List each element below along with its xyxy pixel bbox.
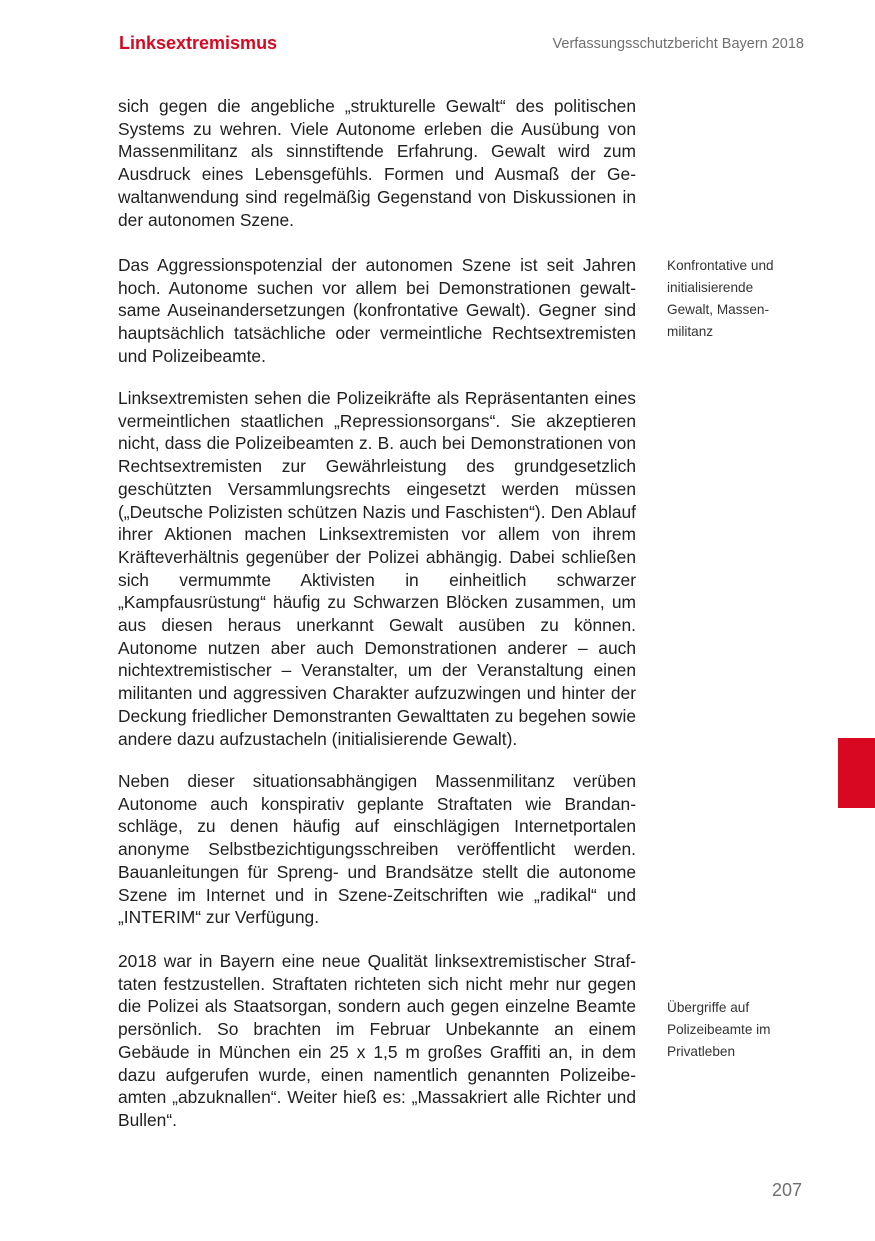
margin-note-line: Privatleben xyxy=(667,1044,736,1059)
body-paragraph: Linksextremisten sehen die Polizeikräfte als Repräsentanten eines vermeintlichen staatlichen „Repressionsorgans“. Sie akzeptieren nicht, dass die Polizeibeamten z. B. auch bei Demonstrationen von Rechtsextremisten zur Gewährleistung des grundgesetzlich geschützten Versammlungsrechts eingesetzt werden müssen („Deutsche Polizisten schützen Nazis und Faschisten“). Den Ablauf ihrer Aktionen machen Linksextremisten vor allem von ihrem Kräfteverhältnis gegenüber der Polizei abhängig. Dabei schließen sich vermummte Aktivisten in einheitlich schwarzer „Kampfausrüstung“ häufig zu Schwarzen Blöcken zusammen, um aus diesen heraus unerkannt Gewalt ausüben zu können. Autonome nutzen aber auch Demonstrationen anderer – auch nichtextremistischer – Veranstalter, um der Veranstaltung einen militanten und aggressiven Charakter aufzuzwingen und hinter der Deckung friedlicher Demonstranten Gewalttaten zu begehen sowie andere dazu aufzustacheln (initialisierende Gewalt). xyxy=(118,388,636,749)
publication-title: Verfassungsschutzbericht Bayern 2018 xyxy=(552,36,804,52)
body-paragraph: 2018 war in Bayern eine neue Qualität linksextremistischer Straftaten festzustellen. Straftaten richteten sich nicht mehr nur gegen die Polizei als Staatsorgan, sondern auch gegen einzelne Beamte persönlich. So brachten im Februar Unbekannte an einem Gebäude in München ein 25 x 1,5 m großes Graffiti an, in dem dazu aufgerufen wurde, einen namentlich genannten Polizeibeamten „abzuknallen“. Weiter hieß es: „Massakriert alle Richter und Bullen“. xyxy=(118,951,636,1130)
chapter-marker-tab xyxy=(838,738,875,808)
margin-note-line: militanz xyxy=(667,324,714,339)
margin-note-line: Übergriffe auf xyxy=(667,1000,750,1015)
body-paragraph: sich gegen die angebliche „strukturelle Gewalt“ des politischen Systems zu wehren. Viele Autonome erleben die Ausübung von Massenmilitanz als sinnstiftende Erfahrung. Gewalt wird zum Ausdruck eines Lebensgefühls. Formen und Ausmaß der Gewaltanwendung sind regelmäßig Gegenstand von Diskussionen in der autonomen Szene. xyxy=(118,96,636,230)
margin-note-attacks xyxy=(667,997,827,1063)
margin-note-line: initialisierende xyxy=(667,280,754,295)
margin-note-line: Konfrontative und xyxy=(667,258,774,273)
body-paragraph: Neben dieser situationsabhängigen Massenmilitanz verüben Autonome auch konspirativ geplante Straftaten wie Brandanschläge, zu denen häufig auf einschlägigen Internetportalen anonyme Selbstbezichtigungsschreiben veröffentlicht werden. Bauanleitungen für Spreng- und Brandsätze stellt die autonome Szene im Internet und in Szene-Zeitschriften wie „radikal“ und „INTERIM“ zur Verfügung. xyxy=(118,771,636,928)
margin-note-violence xyxy=(667,255,827,343)
section-title: Linksextremismus xyxy=(119,33,278,53)
margin-note-line: Polizeibeamte im xyxy=(667,1022,771,1037)
margin-note-line: Gewalt, Massen- xyxy=(667,302,769,317)
page-number: 207 xyxy=(771,1180,802,1200)
body-paragraph: Das Aggressionspotenzial der autonomen Szene ist seit Jahren hoch. Autonome suchen vor allem bei Demonstrationen gewaltsame Auseinandersetzungen (konfrontative Gewalt). Gegner sind hauptsächlich tatsächliche oder vermeintliche Rechtsextremisten und Polizeibeamte. xyxy=(118,255,636,366)
